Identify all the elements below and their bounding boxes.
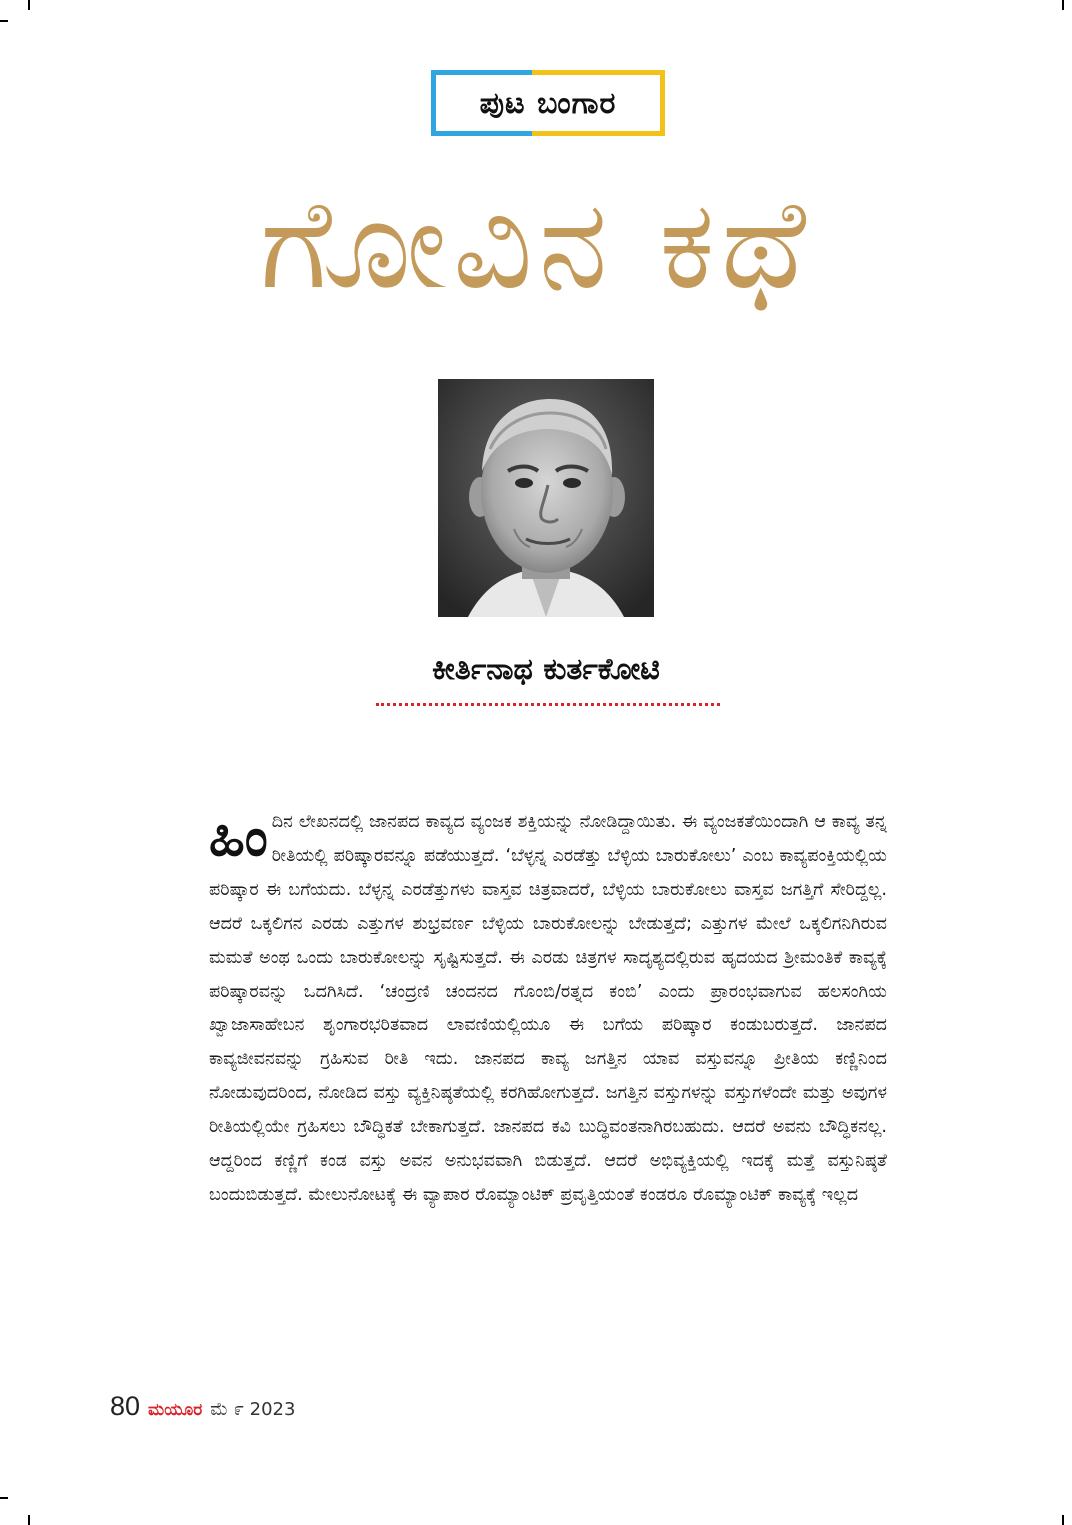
author-portrait-image [438, 379, 654, 617]
issue-date: ಮೆ ೯ 2023 [210, 1399, 296, 1420]
author-name: ಕೀರ್ತಿನಾಥ ಕುರ್ತಕೋಟಿ [432, 652, 660, 687]
author-portrait [438, 379, 654, 617]
page-number: 80 [110, 1391, 141, 1421]
crop-mark-top-left [28, 0, 30, 10]
magazine-name: ಮಯೂರ [148, 1400, 203, 1420]
section-badge-label: ಪುಟ ಬಂಗಾರ [479, 85, 617, 121]
page-footer [110, 1391, 295, 1422]
article-paragraph: ದಿನ ಲೇಖನದಲ್ಲಿ ಜಾನಪದ ಕಾವ್ಯದ ವ್ಯಂಜಕ ಶಕ್ತಿಯನ್ನು ನೋಡಿದ್ದಾಯಿತು. ಈ ವ್ಯಂಜಕತೆಯಿಂದಾಗಿ ಆ ಕಾವ್ಯ ತನ್ನ ರೀತಿಯಲ್ಲಿ ಪರಿಷ್ಕಾರವನ್ನೂ ಪಡೆಯುತ್ತದೆ. ‘ಬೆಳ್ಳನ್ನ ಎರಡೆತ್ತು ಬೆಳ್ಳಿಯ ಬಾರುಕೋಲು’ ಎಂಬ ಕಾವ್ಯಪಂಕ್ತಿಯಲ್ಲಿಯ ಪರಿಷ್ಕಾರ ಈ ಬಗೆಯದು. ಬೆಳ್ಳನ್ನ ಎರಡೆತ್ತುಗಳು ವಾಸ್ತವ ಚಿತ್ರವಾದರೆ, ಬೆಳ್ಳಿಯ ಬಾರುಕೋಲು ವಾಸ್ತವ ಜಗತ್ತಿಗೆ ಸೇರಿದ್ದಲ್ಲ. ಆದರೆ ಒಕ್ಕಲಿಗನ ಎರಡು ಎತ್ತುಗಳ ಶುಭ್ರವರ್ಣ ಬೆಳ್ಳಿಯ ಬಾರುಕೋಲನ್ನು ಬೇಡುತ್ತದೆ; ಎತ್ತುಗಳ ಮೇಲೆ ಒಕ್ಕಲಿಗನಿಗಿರುವ ಮಮತೆ ಅಂಥ ಒಂದು ಬಾರುಕೋಲನ್ನು ಸೃಷ್ಟಿಸುತ್ತದೆ. ಈ ಎರಡು ಚಿತ್ರಗಳ ಸಾದೃಶ್ಯದಲ್ಲಿರುವ ಹೃದಯದ ಶ್ರೀಮಂತಿಕೆ ಕಾವ್ಯಕ್ಕೆ ಪರಿಷ್ಕಾರವನ್ನು ಒದಗಿಸಿದೆ. ‘ಚಂದ್ರಣಿ ಚಂದನದ ಗೊಂಬಿ/ರತ್ನದ ಕಂಬಿ’ ಎಂದು ಪ್ರಾರಂಭವಾಗುವ ಹಲಸಂಗಿಯ ಖ್ವಾಜಾಸಾಹೇಬನ ಶೃಂಗಾರಭರಿತವಾದ ಲಾವಣಿಯಲ್ಲಿಯೂ ಈ ಬಗೆಯ ಪರಿಷ್ಕಾರ ಕಂಡುಬರುತ್ತದೆ. ಜಾನಪದ ಕಾವ್ಯಜೀವನವನ್ನು ಗ್ರಹಿಸುವ ರೀತಿ ಇದು. ಜಾನಪದ ಕಾವ್ಯ ಜಗತ್ತಿನ ಯಾವ ವಸ್ತುವನ್ನೂ ಪ್ರೀತಿಯ ಕಣ್ಣಿನಿಂದ ನೋಡುವುದರಿಂದ, ನೋಡಿದ ವಸ್ತು ವ್ಯಕ್ತಿನಿಷ್ಠತೆಯಲ್ಲಿ ಕರಗಿಹೋಗುತ್ತದೆ. ಜಗತ್ತಿನ ವಸ್ತುಗಳನ್ನು ವಸ್ತುಗಳೆಂದೇ ಮತ್ತು ಅವುಗಳ ರೀತಿಯಲ್ಲಿಯೇ ಗ್ರಹಿಸಲು ಬೌದ್ಧಿಕತೆ ಬೇಕಾಗುತ್ತದೆ. ಜಾನಪದ ಕವಿ ಬುದ್ಧಿವಂತನಾಗಿರಬಹುದು. ಆದರೆ ಅವನು ಬೌದ್ಧಿಕನಲ್ಲ. ಆದ್ದರಿಂದ ಕಣ್ಣಿಗೆ ಕಂಡ ವಸ್ತು ಅವನ ಅನುಭವವಾಗಿ ಬಿಡುತ್ತದೆ. ಆದರೆ ಅಭಿವ್ಯಕ್ತಿಯಲ್ಲಿ ಇದಕ್ಕೆ ಮತ್ತೆ ವಸ್ತುನಿಷ್ಠತೆ ಬಂದುಬಿಡುತ್ತದೆ. ಮೇಲುನೋಟಕ್ಕೆ ಈ ವ್ಯಾಪಾರ ರೊಮ್ಯಾಂಟಿಕ್ ಪ್ರವೃತ್ತಿಯಂತೆ ಕಂಡರೂ ರೊಮ್ಯಾಂಟಿಕ್ ಕಾವ್ಯಕ್ಕೆ ಇಲ್ಲದ [209, 812, 887, 1205]
article-title: ಗೋವಿನ ಕಥೆ [259, 173, 813, 317]
crop-mark-bottom-left-h [0, 1497, 8, 1499]
article-body [209, 806, 887, 1213]
author-underline [376, 703, 720, 706]
crop-mark-bottom-right [1062, 1515, 1064, 1525]
drop-cap: ಹಿಂ [209, 808, 268, 868]
crop-mark-bottom-left [28, 1515, 30, 1525]
crop-mark-top-right [1062, 0, 1064, 10]
crop-mark-top-left-h [0, 20, 8, 22]
section-badge [431, 70, 665, 136]
